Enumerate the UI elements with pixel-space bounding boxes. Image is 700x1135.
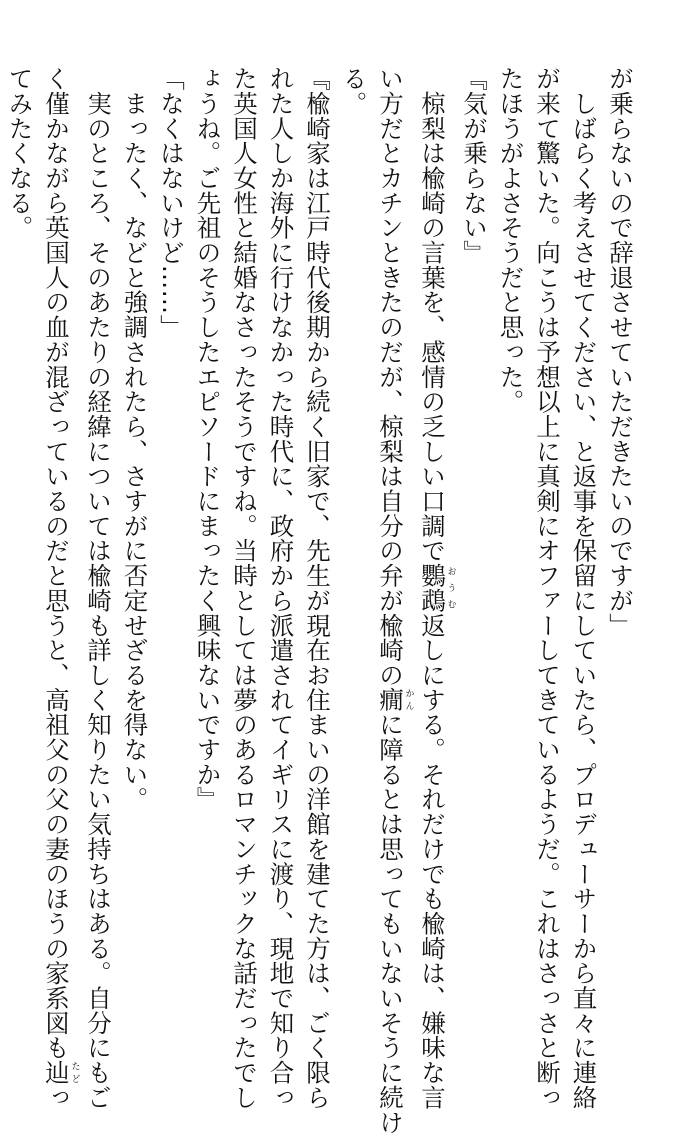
ruby-oumu xyxy=(418,563,456,613)
vertical-text-body xyxy=(1,66,638,1135)
text-line: てみたくなる。 xyxy=(5,66,35,240)
text-segment: っ xyxy=(42,1084,71,1110)
text-line: しばらく考えさせてください、と返事を保留にしていたら、プロデューサーから直々に連絡 xyxy=(569,66,599,1110)
text-segment: に障るとは思ってもいないそうに続け xyxy=(376,712,405,1135)
text-line: が来て驚いた。向こうは予想以上に真剣にオファーしてきているようだ。これはさっさと断っ xyxy=(533,66,562,1110)
ruby-kan xyxy=(376,687,414,713)
text-line: まったく、などと強調されたら、さすがに否定せざるを得ない。 xyxy=(120,66,150,812)
ruby-tado xyxy=(42,1060,80,1085)
text-line: ょうね。ご先祖のそうしたエピソードにまったく興味ないですか』 xyxy=(193,66,223,812)
text-line xyxy=(414,66,456,1110)
text-segment: い方だとカチンときたのだが、椋梨は自分の弁が楡崎の xyxy=(376,66,405,688)
ruby-reading: おうむ xyxy=(445,563,456,613)
text-line: た英国人女性と結婚なさったそうですね。当時としては夢のあるロマンチックな話だったでし xyxy=(230,66,259,1110)
text-line xyxy=(372,66,414,1135)
text-line: 『楡崎家は江戸時代後期から続く旧家で、先生が現在お住まいの洋館を建てた方は、ごく限ら xyxy=(303,66,332,1110)
ruby-reading: たど xyxy=(69,1060,80,1085)
text-line: 実のところ、そのあたりの経緯については楡崎も詳しく知りたい気持ちはある。自分にもご xyxy=(84,66,113,1110)
text-segment: 椋梨は楡崎の言葉を、感情の乏しい口調で xyxy=(418,66,447,563)
ruby-base: 鸚鵡 xyxy=(418,563,447,613)
text-segment: く僅かながら英国人の血が混ざっているのだと思うと、高祖父の父の妻のほうの家系図も xyxy=(42,66,71,1060)
text-line xyxy=(38,66,80,1110)
ruby-base: 癇 xyxy=(376,687,405,713)
text-line: れた人しか海外に行けなかった時代に、政府から派遣されてイギリスに渡り、現地で知り合っ xyxy=(266,66,296,1110)
text-line: が乗らないので辞退させていただきたいのですが」 xyxy=(606,66,635,638)
text-line: 「なくはないけど……」 xyxy=(157,66,186,340)
ruby-reading: かん xyxy=(403,687,414,713)
text-line: る。 xyxy=(339,66,369,116)
text-line: 『気が乗らない』 xyxy=(460,66,489,265)
text-line: たほうがよさそうだと思った。 xyxy=(496,66,526,414)
text-segment: 返しにする。それだけでも楡崎は、嫌味な言 xyxy=(418,612,447,1110)
ruby-base: 辿 xyxy=(42,1060,71,1085)
